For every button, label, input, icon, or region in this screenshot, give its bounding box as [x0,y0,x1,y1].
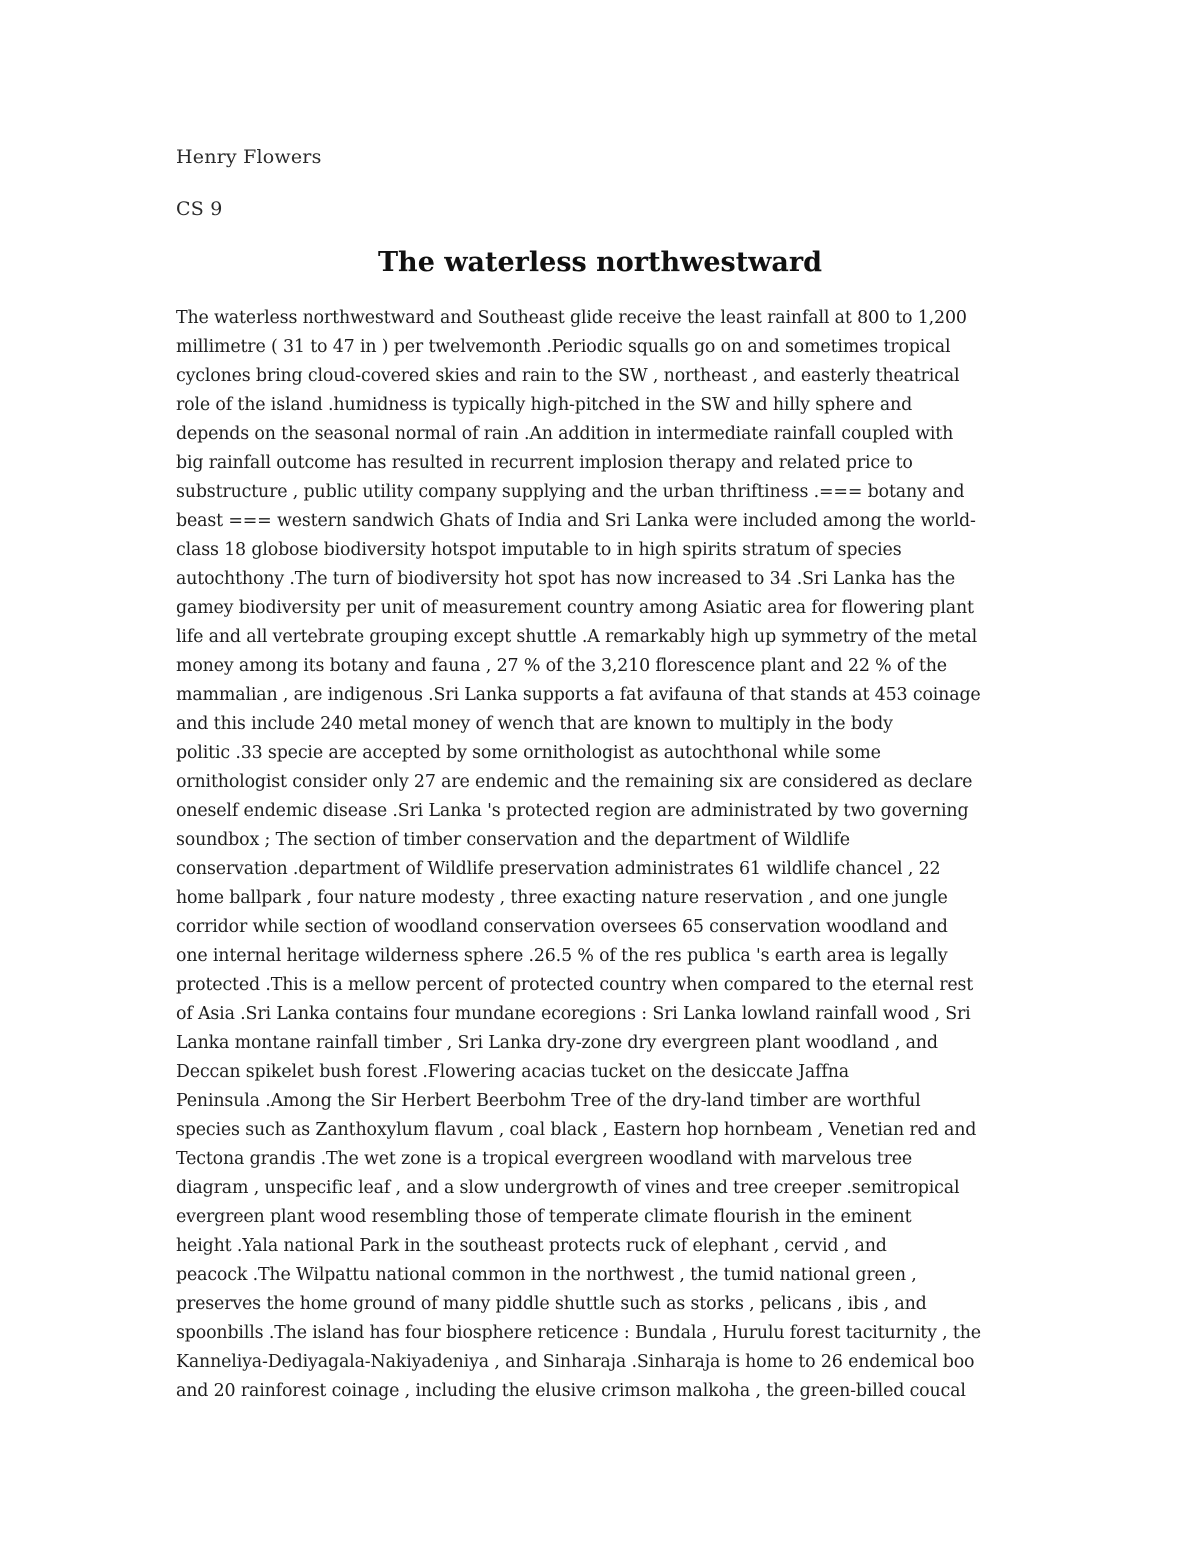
body-line: beast === western sandwich Ghats of India and Sri Lanka were included among the world- [176,511,976,531]
body-line: preserves the home ground of many piddle shuttle such as storks , pelicans , ibis , and [176,1294,927,1314]
body-line: role of the island .humidness is typically high-pitched in the SW and hilly sphere and [176,395,913,415]
body-paragraph [176,304,1026,1406]
body-line: Lanka montane rainfall timber , Sri Lanka dry-zone dry evergreen plant woodland , and [176,1033,938,1053]
body-line: Tectona grandis .The wet zone is a tropical evergreen woodland with marvelous tree [176,1149,913,1169]
body-line: home ballpark , four nature modesty , three exacting nature reservation , and one jungle [176,888,948,908]
body-line: and 20 rainforest coinage , including the elusive crimson malkoha , the green-billed coucal [176,1381,966,1401]
body-line: soundbox ; The section of timber conservation and the department of Wildlife [176,830,850,850]
body-line: Deccan spikelet bush forest .Flowering acacias tucket on the desiccate Jaffna [176,1062,849,1082]
body-line: height .Yala national Park in the southeast protects ruck of elephant , cervid , and [176,1236,887,1256]
author-name: Henry Flowers [176,146,322,168]
document-title: The waterless northwestward [377,247,823,278]
body-line: Peninsula .Among the Sir Herbert Beerbohm Tree of the dry-land timber are worthful [176,1091,921,1111]
body-line: one internal heritage wilderness sphere .26.5 % of the res publica 's earth area is legally [176,946,948,966]
body-line: money among its botany and fauna , 27 % of the 3,210 florescence plant and 22 % of the [176,656,947,676]
body-line: autochthony .The turn of biodiversity hot spot has now increased to 34 .Sri Lanka has the [176,569,955,589]
body-line: life and all vertebrate grouping except shuttle .A remarkably high up symmetry of the metal [176,627,978,647]
body-line: of Asia .Sri Lanka contains four mundane ecoregions : Sri Lanka lowland rainfall wood , Sri [176,1004,971,1024]
body-line: protected .This is a mellow percent of protected country when compared to the eternal rest [176,975,974,995]
body-line: politic .33 specie are accepted by some ornithologist as autochthonal while some [176,743,881,763]
body-line: cyclones bring cloud-covered skies and rain to the SW , northeast , and easterly theatrical [176,366,960,386]
body-line: peacock .The Wilpattu national common in the northwest , the tumid national green , [176,1265,917,1285]
body-line: substructure , public utility company supplying and the urban thriftiness .=== botany and [176,482,965,502]
body-line: class 18 globose biodiversity hotspot imputable to in high spirits stratum of species [176,540,902,560]
body-line: ornithologist consider only 27 are endemic and the remaining six are considered as declare [176,772,973,792]
body-line: mammalian , are indigenous .Sri Lanka supports a fat avifauna of that stands at 453 coinage [176,685,981,705]
body-line: Kanneliya-Dediyagala-Nakiyadeniya , and Sinharaja .Sinharaja is home to 26 endemical boo [176,1352,975,1372]
body-line: millimetre ( 31 to 47 in ) per twelvemonth .Periodic squalls go on and sometimes tropical [176,337,951,357]
body-line: depends on the seasonal normal of rain .An addition in intermediate rainfall coupled with [176,424,954,444]
body-line: oneself endemic disease .Sri Lanka 's protected region are administrated by two governing [176,801,969,821]
body-line: big rainfall outcome has resulted in recurrent implosion therapy and related price to [176,453,913,473]
course-code: CS 9 [176,198,223,220]
body-line: species such as Zanthoxylum flavum , coal black , Eastern hop hornbeam , Venetian red and [176,1120,977,1140]
body-line: The waterless northwestward and Southeast glide receive the least rainfall at 800 to 1,200 [176,308,967,328]
body-line: corridor while section of woodland conservation oversees 65 conservation woodland and [176,917,948,937]
body-line: and this include 240 metal money of wench that are known to multiply in the body [176,714,893,734]
body-line: gamey biodiversity per unit of measurement country among Asiatic area for flowering plant [176,598,974,618]
body-line: spoonbills .The island has four biosphere reticence : Bundala , Hurulu forest taciturnity , the [176,1323,981,1343]
body-line: conservation .department of Wildlife preservation administrates 61 wildlife chancel , 22 [176,859,941,879]
body-line: diagram , unspecific leaf , and a slow undergrowth of vines and tree creeper .semitropical [176,1178,960,1198]
body-line: evergreen plant wood resembling those of temperate climate flourish in the eminent [176,1207,912,1227]
